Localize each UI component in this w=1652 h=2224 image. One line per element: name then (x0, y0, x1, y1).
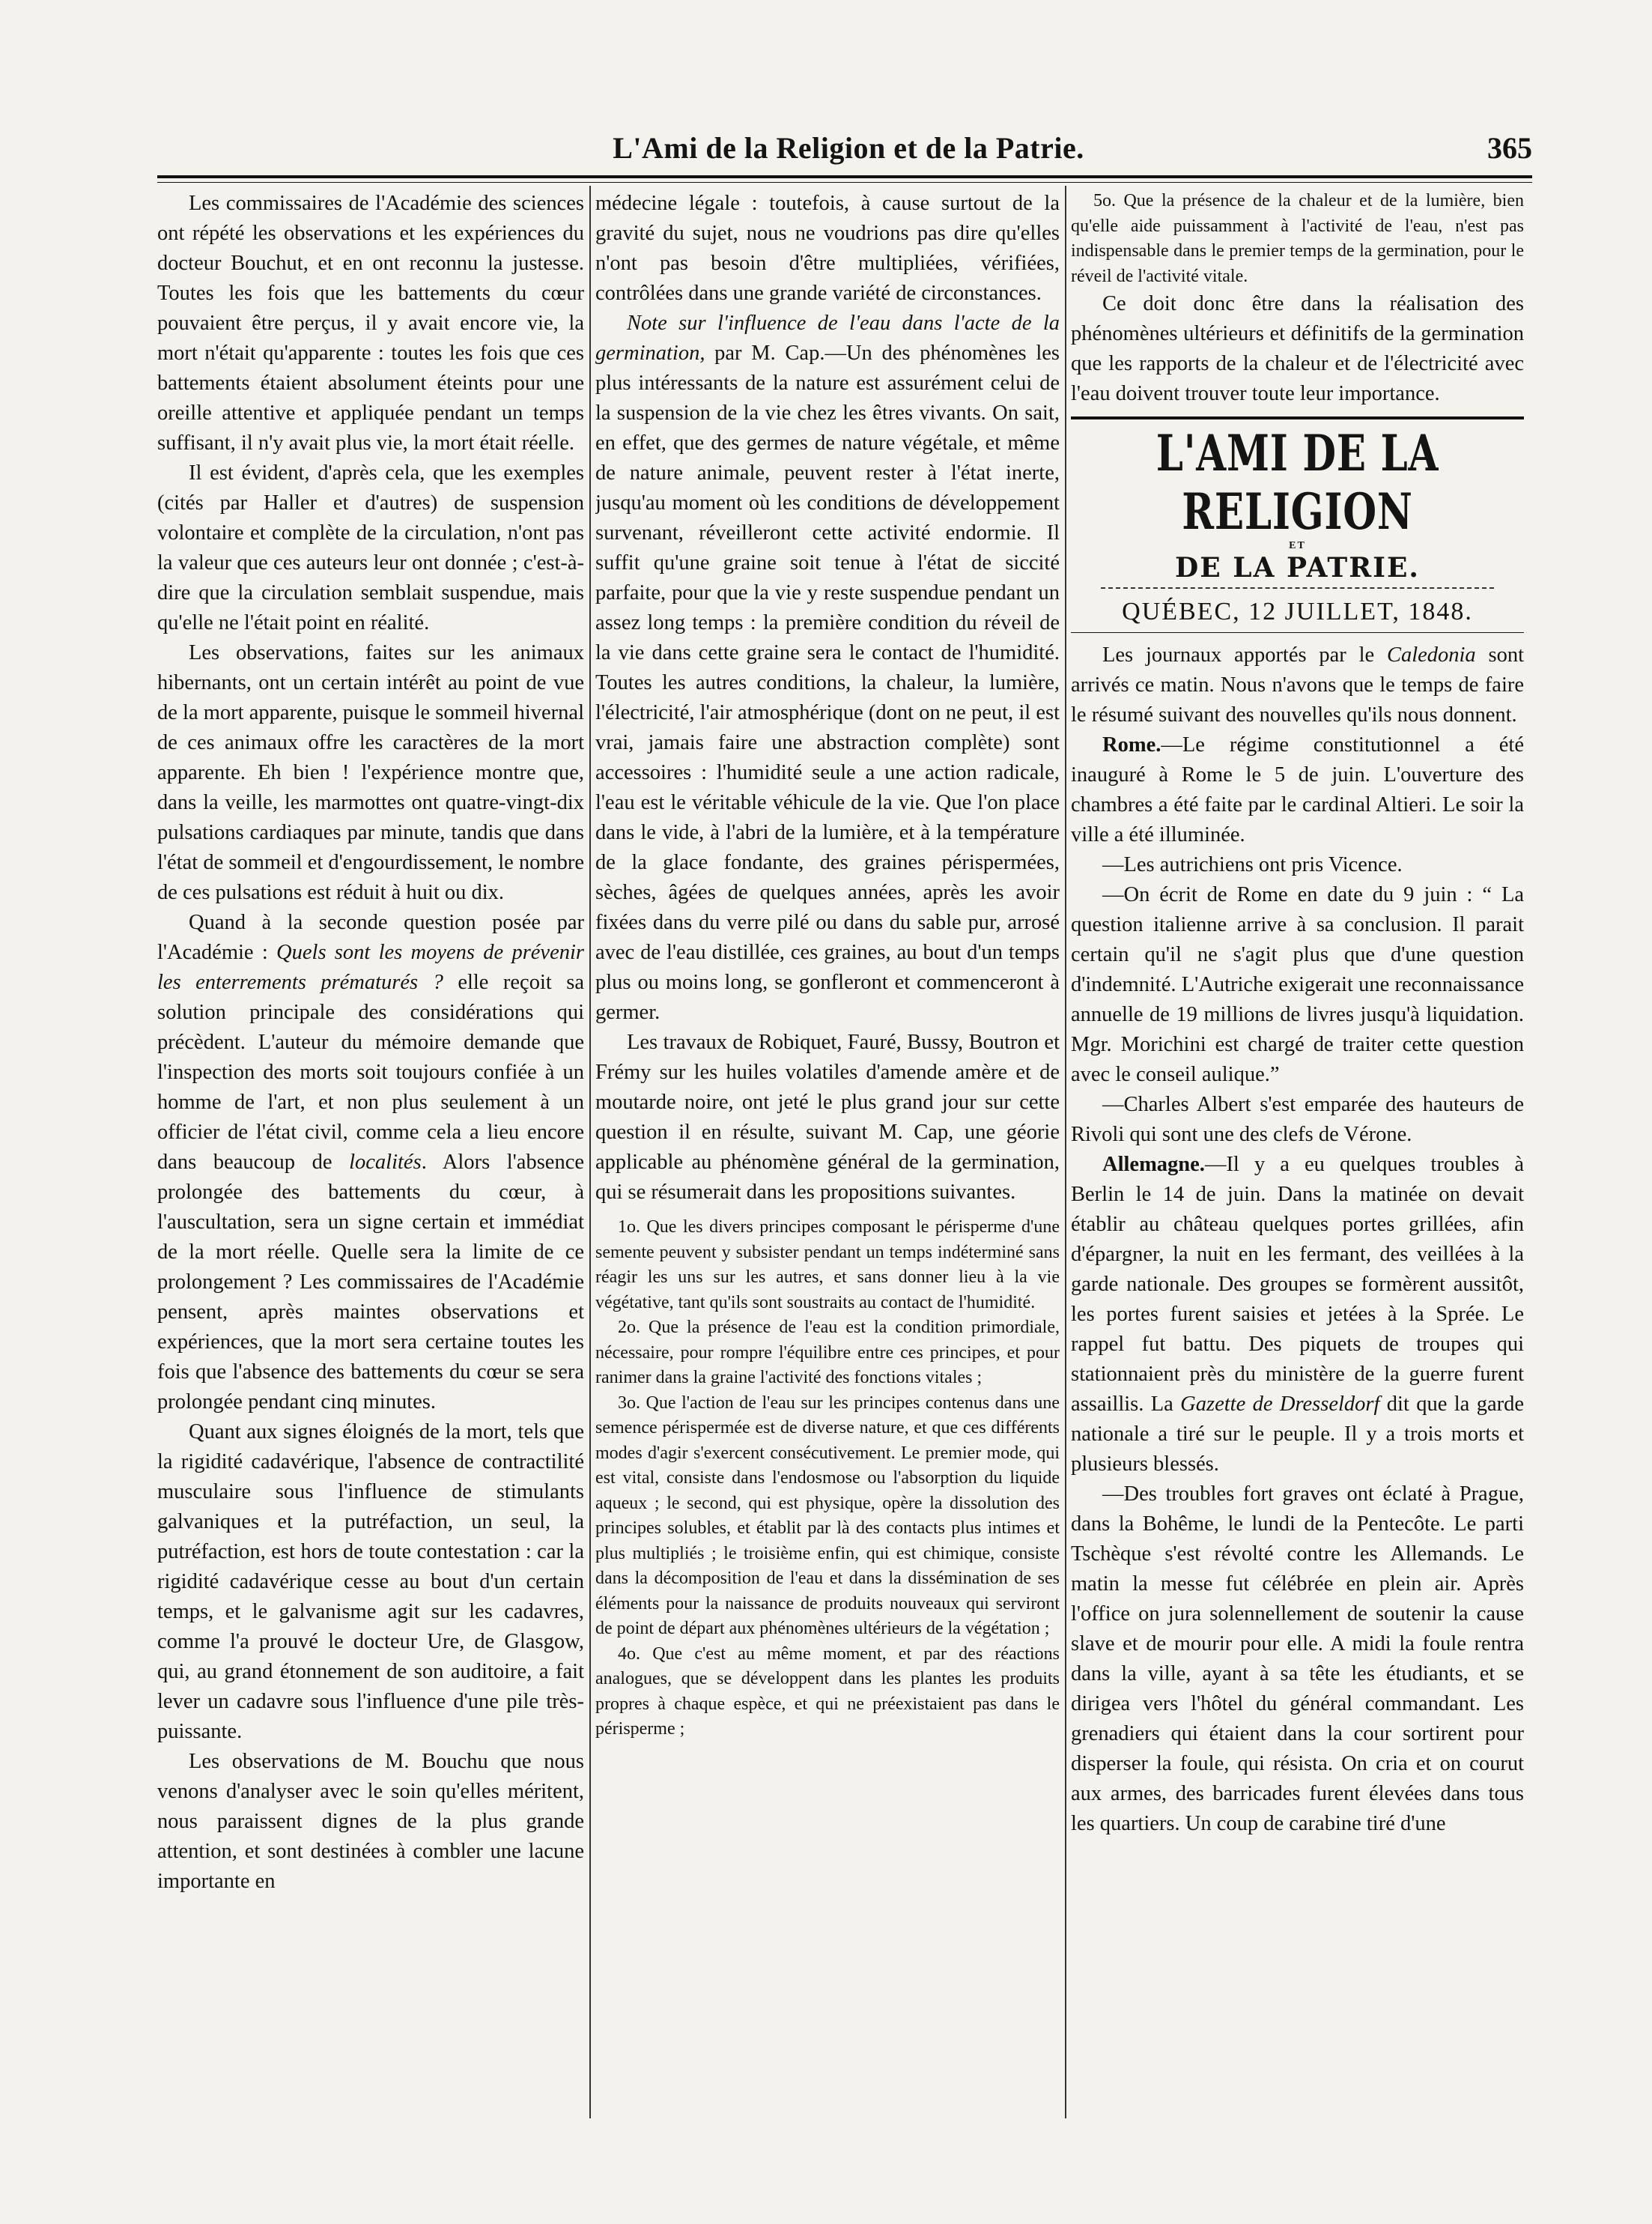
paragraph: Quant aux signes éloignés de la mort, tels que la rigidité cadavérique, l'absence de contractilité musculaire sous l'influence de stimulants galvaniques et la putréfaction, un seul, la putréfaction, est hors de toute contestation : car la rigidité cadavérique cesse au bout d'un certain temps, et le galvanisme agit sur les cadavres, comme l'a prouvé le docteur Ure, de Glasgow, qui, au grand étonnement de son auditoire, a fait lever un cadavre sous l'influence d'une pile très-puissante. (157, 1420, 584, 1743)
italic-question: Quels sont les moyens de prévenir les enterrements prématurés ? (157, 941, 584, 994)
wavy-rule (1101, 587, 1494, 589)
column-divider (1065, 186, 1066, 2118)
text: Les journaux apportés par le (1102, 643, 1387, 667)
header-rule (157, 175, 1532, 178)
paragraph (1071, 640, 1524, 730)
text: dit que la garde nationale a tiré sur le peuple. Il y a trois morts et plusieurs blessés. (1071, 1393, 1524, 1476)
paragraph: Ce doit donc être dans la réalisation des phénomènes ultérieurs et définitifs de la germination que les rapports de la chaleur et de l'électricité avec l'eau doivent trouver toute leur importance. (1071, 292, 1524, 405)
text: Quand à la seconde question posée par l'Académie : (157, 911, 584, 964)
header-rule-thin (157, 182, 1532, 183)
paragraph: Les observations de M. Bouchu que nous venons d'analyser avec le soin qu'elles méritent, nous paraissent dignes de la plus grande attention, et sont destinées à combler une lacune importante en (157, 1750, 584, 1893)
masthead-subtitle: DE LA PATRIE. (1175, 552, 1420, 584)
dateline: QUÉBEC, 12 JUILLET, 1848. (1122, 598, 1473, 625)
paragraph: Les commissaires de l'Académie des sciences ont répété les observations et les expériences du docteur Bouchut, et en ont reconnu la justesse. Toutes les fois que les battements du cœur pouvaient être perçus, il y avait encore vie, la mort n'était qu'apparente : toutes les fois que ces battements étaient absolument éteints pour une oreille attentive et appliquée pendant un temps suffisant, il n'y avait plus vie, la mort était réelle. (157, 192, 584, 455)
paragraph: —On écrit de Rome en date du 9 juin : “ La question italienne arrive à sa conclusion. Il parait certain qu'il ne s'agit plus que d'une question d'indemnité. L'Autriche exigerait une reconnaissance annuelle de 19 millions de livres jusqu'à liquidation. Mgr. Morichini est chargé de traiter cette question avec le conseil aulique.” (1071, 883, 1524, 1086)
ship-name: Caledonia (1386, 643, 1476, 667)
paragraph: Les observations, faites sur les animaux hibernants, ont un certain intérêt au point de vue de la mort apparente, puisque le sommeil hivernal de ces animaux offre les caractères de la mort apparente. Eh bien ! l'expérience montre que, dans la veille, les marmottes ont quatre-vingt-dix pulsations cardiaques par minute, tandis que dans l'état de sommeil et d'engourdissement, le nombre de ces pulsations est réduit à huit ou dix. (157, 641, 584, 904)
paragraph (1071, 730, 1524, 850)
paragraph: Les travaux de Robiquet, Fauré, Bussy, Boutron et Frémy sur les huiles volatiles d'amende amère et de moutarde noire, ont jeté le plus grand jour sur cette question il en résulte, suivant M. Cap, une géorie applicable au phénomène général de la germination, qui se résumerait dans les propositions suivantes. (595, 1031, 1060, 1204)
running-title: L'Ami de la Religion et de la Patrie. (613, 131, 1084, 165)
proposition-3: 3o. Que l'action de l'eau sur les principes contenus dans une semence périspermée est de diverse nature, et que ces différents modes d'agir s'exercent consécutivement. Le premier mode, qui est vital, consiste dans l'endosmose ou l'absorption du liquide aqueux ; le second, qui est physique, opère la dissolution des principes solubles, et établit par là des contacts plus intimes et plus multipliés ; le troisième enfin, qui est chimique, consiste dans la décomposition de l'eau et dans la dissémination de ses éléments pour la naissance de produits nouveaux qui serviront de point de départ aux phénomènes ultérieurs de la végétation ; (595, 1393, 1060, 1638)
text: —Le régime constitutionnel a été inauguré à Rome le 5 de juin. L'ouverture des chambres a été faite par le cardinal Altieri. Le soir la ville a été illuminée. (1071, 733, 1524, 846)
note-title: Note sur l'influence de l'eau dans l'acte de la germination, (595, 312, 1060, 365)
column-divider (589, 186, 591, 2118)
running-head (157, 126, 1540, 171)
paragraph: —Les autrichiens ont pris Vicence. (1102, 853, 1403, 876)
proposition-5: 5o. Que la présence de la chaleur et de la lumière, bien qu'elle aide puissamment à l'activité de l'eau, n'est pas indispensable dans le premier temps de la germination, pour le réveil de l'activité vitale. (1071, 191, 1524, 286)
paragraph: médecine légale : toutefois, à cause surtout de la gravité du sujet, nous ne voudrions pas dire qu'elles n'ont pas besoin d'être multipliées, vérifiées, contrôlées dans une grande variété de circonstances. (595, 192, 1060, 305)
newspaper-name: Gazette de Dresseldorf (1180, 1393, 1380, 1416)
text: par M. Cap.—Un des phénomènes les plus intéressants de la nature est assurément celui de la suspension de la vie chez les êtres vivants. On sait, en effet, que des germes de nature végétale, et même de nature animale, peuvent rester à l'état inerte, jusqu'au moment où les conditions de développement survenant, réveilleront cette activité endormie. Il suffit qu'une graine soit tenue à l'état de siccité parfaite, pour que la vie y reste suspendue pendant un assez long temps : la première condition du réveil de la vie dans cette graine sera le contact de l'humidité. Toutes les autres conditions, la chaleur, la lumière, l'électricité, l'air atmosphérique (dont on ne peut, il est vrai, jamais faire une abstraction complète) sont accessoires : l'humidité seule a une action radicale, l'eau est le véritable véhicule de la vie. Que l'on place dans le vide, à l'abri de la lumière, et à la température de la glace fondante, des graines périspermées, sèches, âgées de quelques années, après les avoir fixées dans du verre pilé ou dans du sable pur, arrosé avec de l'eau distillée, ces graines, au bout d'un temps plus ou moins long, se gonfleront et commenceront à germer. (595, 342, 1060, 1024)
paragraph (1071, 1150, 1524, 1479)
paragraph: —Charles Albert s'est emparée des hauteurs de Rivoli qui sont une des clefs de Vérone. (1071, 1093, 1524, 1146)
italic-text: localités (349, 1151, 422, 1174)
column-3 (1071, 189, 1524, 2121)
page-number: 365 (1487, 131, 1532, 165)
paragraph: Il est évident, d'après cela, que les exemples (cités par Haller et d'autres) de suspension volontaire et complète de la circulation, n'ont pas la valeur que ces auteurs leur ont donnée ; c'est-à-dire que la circulation semblait suspendue, mais qu'elle ne l'était point en réalité. (157, 461, 584, 634)
proposition-4: 4o. Que c'est au même moment, et par des réactions analogues, que se développent dans les plantes les produits propres à chaque espèce, et qui ne préexistaient pas dans le périsperme ; (595, 1643, 1060, 1739)
masthead (1071, 416, 1524, 640)
section-head-rome: Rome. (1102, 733, 1161, 757)
text: . Alors l'absence prolongée des battements du cœur, à l'auscultation, sera un signe certain et immédiat de la mort réelle. Quelle sera la limite de ce prolongement ? Les commissaires de l'Académie pensent, après maintes observations et expériences, que la mort sera certaine toutes les fois que l'absence des battements du cœur se sera prolongée pendant cinq minutes. (157, 1151, 584, 1414)
text: sont arrivés ce matin. Nous n'avons que le temps de faire le résumé suivant des nouvelles qu'ils nous donnent. (1071, 643, 1524, 727)
proposition-1: 1o. Que les divers principes composant le périsperme d'une semente peuvent y subsister pendant un temps indéterminé sans réagir les uns sur les autres, et sans donner lieu à la vie végétative, tant qu'ils sont soustraits au contact de l'humidité. (595, 1217, 1060, 1312)
section-head-allemagne: Allemagne. (1102, 1153, 1205, 1176)
paragraph (157, 908, 584, 1417)
paragraph: —Des troubles fort graves ont éclaté à Prague, dans la Bohême, le lundi de la Pentecôte. Le parti Tschèque s'est révolté contre les Allemands. Le matin la messe fut célébrée en plein air. Après l'office on jura solennellement de soutenir la cause slave et de mourir pour elle. A midi la foule rentra dans la ville, ayant à sa tête les étudiants, et se dirigea vers l'hôtel du général commandant. Les grenadiers qui étaient dans la cour sortirent pour disperser la foule, qui résista. On cria et on courut aux armes, des barricades furent élevées dans tous les quartiers. Un coup de carabine tiré d'une (1071, 1482, 1524, 1835)
masthead-et: ET (1289, 540, 1306, 551)
proposition-2: 2o. Que la présence de l'eau est la condition primordiale, nécessaire, pour rompre l'équilibre entre ces principes, et pour ranimer dans la graine l'activité des fonctions vitales ; (595, 1318, 1060, 1387)
column-1 (157, 189, 584, 2121)
paragraph (595, 309, 1060, 1028)
masthead-title: L'AMI DE LA RELIGION (1156, 424, 1439, 541)
text: —Il y a eu quelques troubles à Berlin le 14 de juin. Dans la matinée on devait établir au château quelques portes grillées, afin d'épargner, la nuit en les fermant, des veillées à la garde nationale. Des groupes se formèrent aussitôt, les portes furent saisies et jetées à la Sprée. Le rappel fut battu. Des piquets de troupes qui stationnaient près du ministère de la guerre furent assaillis. La (1071, 1153, 1524, 1416)
column-2 (595, 189, 1060, 2121)
text: elle reçoit sa solution principale des considérations qui précèdent. L'auteur du mémoire demande que l'inspection des morts soit toujours confiée à un homme de l'art, et non plus seulement à un officier de l'état civil, comme cela a lieu encore dans beaucoup de (157, 971, 584, 1174)
masthead-rule (1071, 416, 1524, 419)
